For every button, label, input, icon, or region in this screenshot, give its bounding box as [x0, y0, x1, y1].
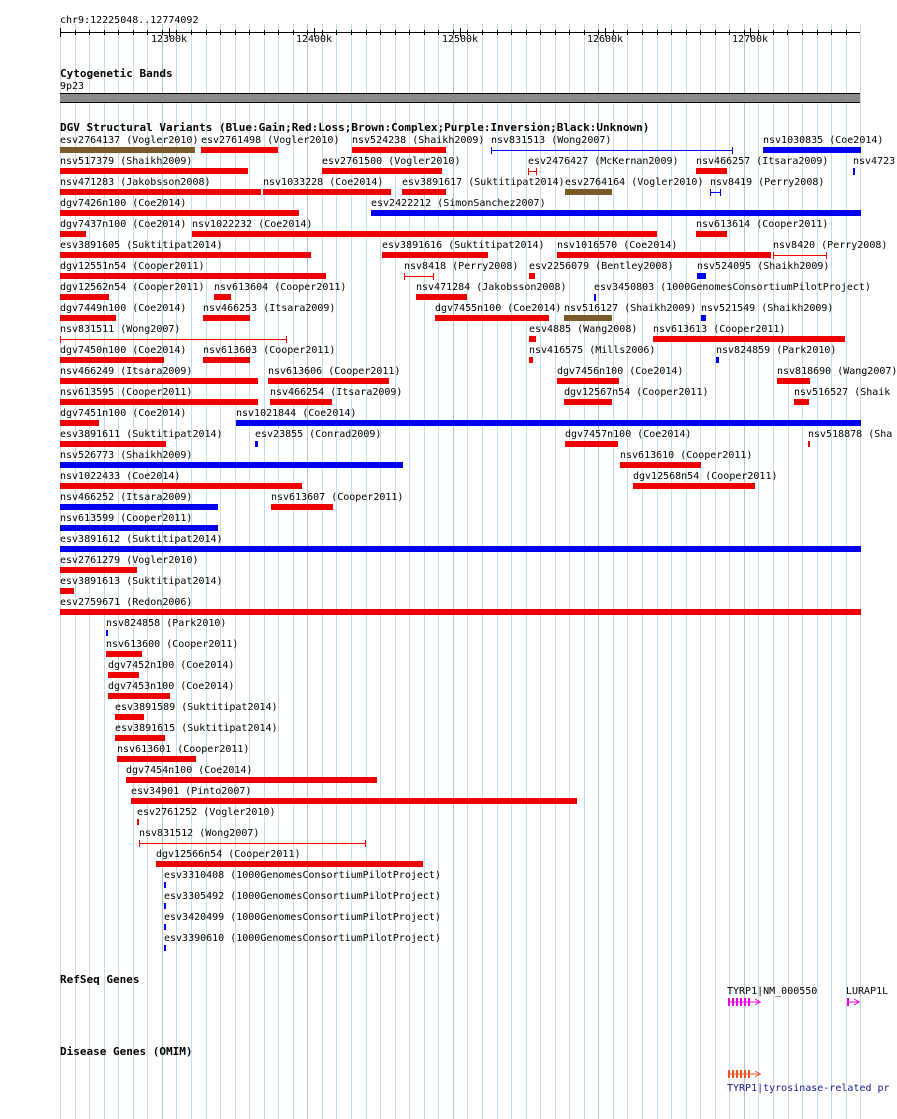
variant-bar[interactable] — [60, 567, 137, 573]
variant-bar[interactable] — [60, 189, 261, 195]
variant-label[interactable]: nsv8418 (Perry2008) — [404, 261, 519, 272]
variant-bar[interactable] — [491, 150, 733, 151]
variant-label[interactable]: dgv7455n100 (Coe2014) — [435, 303, 562, 314]
variant-bar[interactable] — [696, 168, 727, 174]
variant-label[interactable]: nsv1030835 (Coe2014) — [763, 135, 884, 146]
variant-bar[interactable] — [60, 315, 116, 321]
variant-label[interactable]: nsv613613 (Cooper2011) — [653, 324, 786, 335]
ruler-minor-tick — [555, 30, 556, 35]
variant-bar[interactable] — [108, 693, 170, 699]
variant-bar[interactable] — [696, 231, 727, 237]
ruler-minor-tick — [351, 30, 352, 35]
variant-label[interactable]: nsv466253 (Itsara2009) — [203, 303, 336, 314]
variant-bar[interactable] — [203, 315, 250, 321]
variant-label[interactable]: nsv471284 (Jakobsson2008) — [416, 282, 567, 293]
variant-label[interactable]: nsv818690 (Wang2007) — [777, 366, 897, 377]
variant-label[interactable]: esv3305492 (1000GenomesConsortiumPilotProject) — [164, 891, 441, 902]
ruler-minor-tick — [235, 30, 236, 35]
variant-label[interactable]: nsv416575 (Mills2006) — [529, 345, 656, 356]
variant-end-tick — [595, 294, 596, 301]
gridline — [831, 24, 832, 1119]
ruler-minor-tick — [424, 30, 425, 35]
variant-end-tick — [433, 273, 434, 280]
variant-bar[interactable] — [192, 231, 657, 237]
gridline — [642, 24, 643, 1119]
location-label: chr9:12225048..12774092 — [60, 15, 199, 26]
gridline — [540, 24, 541, 1119]
cytoband-bar[interactable] — [60, 93, 860, 103]
variant-bar[interactable] — [164, 882, 166, 888]
gridline — [671, 24, 672, 1119]
variant-bar[interactable] — [108, 672, 139, 678]
variant-bar[interactable] — [777, 378, 810, 384]
ruler-minor-tick — [75, 30, 76, 35]
variant-label[interactable]: nsv613600 (Cooper2011) — [106, 639, 239, 650]
variant-label[interactable]: esv3420499 (1000GenomesConsortiumPilotProject) — [164, 912, 441, 923]
ruler-minor-tick — [657, 30, 658, 35]
variant-bar[interactable] — [60, 483, 302, 489]
variant-label[interactable]: nsv1021844 (Coe2014) — [236, 408, 357, 419]
gridline — [802, 24, 803, 1119]
variant-label[interactable]: nsv831511 (Wong2007) — [60, 324, 181, 335]
ruler-minor-tick — [133, 30, 134, 35]
variant-end-tick — [60, 336, 61, 343]
gene-model-icon — [846, 997, 862, 1007]
variant-bar[interactable] — [60, 462, 403, 468]
variant-label[interactable]: nsv8420 (Perry2008) — [773, 240, 888, 251]
ruler-minor-tick — [686, 30, 687, 35]
refseq-gene-lurap1l-glyph[interactable] — [846, 997, 862, 1010]
variant-label[interactable]: dgv7450n100 (Coe2014) — [60, 345, 187, 356]
variant-label[interactable]: esv3891616 (Suktitipat2014) — [382, 240, 545, 251]
variant-label[interactable]: nsv613604 (Cooper2011) — [214, 282, 347, 293]
variant-bar[interactable] — [203, 357, 250, 363]
variant-label[interactable]: esv2761500 (Vogler2010) — [322, 156, 461, 167]
variant-bar[interactable] — [268, 378, 389, 384]
variant-label[interactable]: nsv613603 (Cooper2011) — [203, 345, 336, 356]
variant-bar[interactable] — [633, 483, 755, 489]
gridline — [700, 24, 701, 1119]
variant-end-tick — [536, 168, 537, 175]
ruler-minor-tick — [642, 30, 643, 35]
variant-label[interactable]: nsv613601 (Cooper2011) — [117, 744, 250, 755]
variant-end-tick — [404, 273, 405, 280]
gridline — [744, 24, 745, 1119]
cytoband-name: 9p23 — [60, 81, 85, 92]
variant-bar[interactable] — [139, 843, 366, 844]
variant-bar[interactable] — [106, 630, 108, 636]
gridline — [758, 24, 759, 1119]
variant-bar[interactable] — [60, 609, 861, 615]
ruler-tick-label: 12600k — [586, 34, 624, 45]
ruler-minor-tick — [627, 30, 628, 35]
ruler-minor-tick — [846, 30, 847, 35]
ruler-minor-tick — [409, 30, 410, 35]
variant-label[interactable]: nsv516127 (Shaikh2009) — [564, 303, 697, 314]
variant-bar[interactable] — [701, 315, 706, 321]
ruler-minor-tick — [511, 30, 512, 35]
gridline — [526, 24, 527, 1119]
variant-label[interactable]: nsv466249 (Itsara2009) — [60, 366, 193, 377]
variant-label[interactable]: nsv1022232 (Coe2014) — [192, 219, 313, 230]
variant-bar[interactable] — [164, 945, 166, 951]
variant-end-tick — [773, 252, 774, 259]
variant-bar[interactable] — [60, 357, 164, 363]
variant-end-tick — [286, 336, 287, 343]
ruler-minor-tick — [817, 30, 818, 35]
variant-bar[interactable] — [106, 651, 142, 657]
variant-label[interactable]: nsv613614 (Cooper2011) — [696, 219, 829, 230]
variant-label[interactable]: esv23855 (Conrad2009) — [255, 429, 382, 440]
variant-label[interactable]: nsv1016570 (Coe2014) — [557, 240, 678, 251]
ruler-minor-tick — [569, 30, 570, 35]
variant-label[interactable]: nsv471283 (Jakobsson2008) — [60, 177, 211, 188]
gridline — [627, 24, 628, 1119]
refseq-gene-lurap1l-label[interactable]: LURAP1L — [846, 986, 889, 997]
ruler-minor-tick — [802, 30, 803, 35]
variant-end-tick — [732, 147, 733, 154]
variant-label[interactable]: esv2476427 (McKernan2009) — [528, 156, 679, 167]
gridline — [497, 24, 498, 1119]
gridline — [453, 24, 454, 1119]
variant-bar[interactable] — [117, 756, 196, 762]
variant-label[interactable]: dgv7437n100 (Coe2014) — [60, 219, 187, 230]
variant-label[interactable]: nsv4723 — [853, 156, 896, 167]
variant-label[interactable]: nsv517379 (Shaikh2009) — [60, 156, 193, 167]
ruler-minor-tick — [482, 30, 483, 35]
variant-label[interactable]: dgv12562n54 (Cooper2011) — [60, 282, 205, 293]
gridline — [729, 24, 730, 1119]
variant-end-tick — [826, 252, 827, 259]
variant-bar[interactable] — [137, 819, 139, 825]
variant-label[interactable]: esv2422212 (SimonSanchez2007) — [371, 198, 546, 209]
variant-label[interactable]: nsv831513 (Wong2007) — [491, 135, 612, 146]
variant-end-tick — [491, 147, 492, 154]
variant-label[interactable]: dgv7449n100 (Coe2014) — [60, 303, 187, 314]
gridline — [860, 24, 861, 1119]
variant-label[interactable]: dgv12568n54 (Cooper2011) — [633, 471, 778, 482]
gridline — [773, 24, 774, 1119]
variant-label[interactable]: esv3310408 (1000GenomesConsortiumPilotProject) — [164, 870, 441, 881]
variant-bar[interactable] — [164, 903, 166, 909]
variant-label[interactable]: nsv613595 (Cooper2011) — [60, 387, 193, 398]
ruler-minor-tick — [729, 30, 730, 35]
variant-label[interactable]: esv3891617 (Suktitipat2014) — [402, 177, 565, 188]
gridline — [511, 24, 512, 1119]
variant-end-tick — [365, 840, 366, 847]
ruler-minor-tick — [278, 30, 279, 35]
variant-end-tick — [528, 168, 529, 175]
variant-label[interactable]: dgv7453n100 (Coe2014) — [108, 681, 235, 692]
ruler-minor-tick — [249, 30, 250, 35]
variant-label[interactable]: dgv7451n100 (Coe2014) — [60, 408, 187, 419]
ruler-minor-tick — [438, 30, 439, 35]
variant-label[interactable]: nsv466252 (Itsara2009) — [60, 492, 193, 503]
variant-bar[interactable] — [557, 378, 619, 384]
ruler-tick-label: 12400k — [295, 34, 333, 45]
variant-bar[interactable] — [653, 336, 845, 342]
variant-bar[interactable] — [60, 294, 109, 300]
ruler-minor-tick — [264, 30, 265, 35]
variant-label[interactable]: esv3891589 (Suktitipat2014) — [115, 702, 278, 713]
ruler-minor-tick — [540, 30, 541, 35]
variant-label[interactable]: dgv12566n54 (Cooper2011) — [156, 849, 301, 860]
ruler-minor-tick — [787, 30, 788, 35]
omim-title: Disease Genes (OMIM) — [60, 1045, 193, 1058]
variant-label[interactable]: dgv7456n100 (Coe2014) — [557, 366, 684, 377]
variant-bar[interactable] — [60, 546, 861, 552]
variant-label[interactable]: esv3390610 (1000GenomesConsortiumPilotProject) — [164, 933, 441, 944]
gridline — [395, 24, 396, 1119]
variant-bar[interactable] — [529, 357, 533, 363]
variant-label[interactable]: esv3891615 (Suktitipat2014) — [115, 723, 278, 734]
variant-label[interactable]: nsv831512 (Wong2007) — [139, 828, 260, 839]
variant-bar[interactable] — [126, 777, 377, 783]
gridline — [482, 24, 483, 1119]
variant-bar[interactable] — [557, 252, 771, 258]
variant-label[interactable]: esv4885 (Wang2008) — [529, 324, 638, 335]
ruler-tick-label: 12300k — [150, 34, 188, 45]
cytoband-title: Cytogenetic Bands — [60, 67, 173, 80]
variant-bar[interactable] — [60, 588, 74, 594]
ruler-tick-label: 12700k — [731, 34, 769, 45]
ruler-minor-tick — [395, 30, 396, 35]
variant-label[interactable]: nsv1033228 (Coe2014) — [263, 177, 384, 188]
variant-bar[interactable] — [564, 315, 612, 321]
gridline — [555, 24, 556, 1119]
variant-label[interactable]: esv2764137 (Vogler2010) — [60, 135, 199, 146]
variant-label[interactable]: esv2256079 (Bentley2008) — [529, 261, 674, 272]
variant-bar[interactable] — [371, 210, 861, 216]
variant-bar[interactable] — [164, 924, 166, 930]
gridline — [715, 24, 716, 1119]
ruler-minor-tick — [89, 30, 90, 35]
gene-model-icon — [727, 1069, 763, 1079]
variant-bar[interactable] — [263, 189, 391, 195]
ruler-minor-tick — [671, 30, 672, 35]
ruler-minor-tick — [715, 30, 716, 35]
variant-label[interactable]: nsv824858 (Park2010) — [106, 618, 227, 629]
variant-bar[interactable] — [402, 189, 446, 195]
variant-label[interactable]: nsv526773 (Shaikh2009) — [60, 450, 193, 461]
variant-label[interactable]: dgv12551n54 (Cooper2011) — [60, 261, 205, 272]
variant-label[interactable]: dgv7426n100 (Coe2014) — [60, 198, 187, 209]
variant-bar[interactable] — [435, 315, 549, 321]
variant-label[interactable]: esv2764164 (Vogler2010) — [565, 177, 704, 188]
variant-label[interactable]: esv3891613 (Suktitipat2014) — [60, 576, 223, 587]
variant-bar[interactable] — [763, 147, 861, 153]
variant-bar[interactable] — [60, 525, 218, 531]
variant-label[interactable]: nsv613606 (Cooper2011) — [268, 366, 401, 377]
variant-end-tick — [720, 189, 721, 196]
variant-bar[interactable] — [620, 462, 701, 468]
variant-bar[interactable] — [716, 357, 719, 363]
variant-end-tick — [710, 189, 711, 196]
variant-bar[interactable] — [697, 273, 706, 279]
ruler-minor-tick — [700, 30, 701, 35]
gridline — [467, 24, 468, 1119]
ruler-minor-tick — [380, 30, 381, 35]
ruler-minor-tick — [773, 30, 774, 35]
ruler-minor-tick — [366, 30, 367, 35]
variant-label[interactable]: nsv1022433 (Coe2014) — [60, 471, 181, 482]
ruler-minor-tick — [191, 30, 192, 35]
variant-label[interactable]: nsv466254 (Itsara2009) — [270, 387, 403, 398]
ruler-minor-tick — [147, 30, 148, 35]
gridline — [613, 24, 614, 1119]
variant-label[interactable]: esv3891611 (Suktitipat2014) — [60, 429, 223, 440]
variant-bar[interactable] — [529, 273, 535, 279]
variant-bar[interactable] — [60, 147, 195, 153]
variant-bar[interactable] — [564, 399, 612, 405]
variant-label[interactable]: nsv613607 (Cooper2011) — [271, 492, 404, 503]
variant-bar[interactable] — [115, 714, 144, 720]
variant-label[interactable]: dgv12567n54 (Cooper2011) — [564, 387, 709, 398]
gridline — [846, 24, 847, 1119]
variant-bar[interactable] — [565, 441, 618, 447]
variant-bar[interactable] — [60, 273, 326, 279]
variant-bar[interactable] — [322, 168, 442, 174]
ruler-minor-tick — [293, 30, 294, 35]
variant-label[interactable]: esv3450803 (1000GenomesConsortiumPilotProject) — [594, 282, 871, 293]
ruler-minor-tick — [336, 30, 337, 35]
ruler-minor-tick — [526, 30, 527, 35]
variant-bar[interactable] — [270, 399, 332, 405]
variant-bar[interactable] — [236, 420, 861, 426]
variant-label[interactable]: nsv8419 (Perry2008) — [710, 177, 825, 188]
variant-label[interactable]: nsv524095 (Shaikh2009) — [697, 261, 830, 272]
variant-bar[interactable] — [808, 441, 810, 447]
variant-bar[interactable] — [404, 276, 434, 277]
variant-bar[interactable] — [271, 504, 333, 510]
variant-bar[interactable] — [60, 420, 99, 426]
variant-label[interactable]: dgv7452n100 (Coe2014) — [108, 660, 235, 671]
variant-bar[interactable] — [352, 147, 446, 153]
variant-label[interactable]: nsv824859 (Park2010) — [716, 345, 837, 356]
variant-label[interactable]: esv3891612 (Suktitipat2014) — [60, 534, 223, 545]
variant-bar[interactable] — [214, 294, 231, 300]
variant-end-tick — [139, 840, 140, 847]
dgv-title: DGV Structural Variants (Blue:Gain;Red:Loss;Brown:Complex;Purple:Inversion;Black:Unknown) — [60, 121, 650, 134]
variant-label[interactable]: nsv613599 (Cooper2011) — [60, 513, 193, 524]
gridline — [817, 24, 818, 1119]
variant-bar[interactable] — [60, 339, 287, 340]
variant-label[interactable]: esv34901 (Pinto2007) — [131, 786, 252, 797]
refseq-gene-tyrp1-glyph[interactable] — [727, 997, 763, 1010]
ruler-minor-tick — [584, 30, 585, 35]
ruler-minor-tick — [60, 30, 61, 35]
ruler-minor-tick — [118, 30, 119, 35]
variant-bar[interactable] — [60, 168, 248, 174]
variant-bar[interactable] — [794, 399, 809, 405]
refseq-title: RefSeq Genes — [60, 973, 140, 986]
refseq-gene-tyrp1-label[interactable]: TYRP1|NM_000550 — [727, 986, 818, 997]
omim-gene-tyrp1-label[interactable]: TYRP1|tyrosinase-related pr — [727, 1083, 890, 1094]
variant-label[interactable]: nsv518878 (Sha — [808, 429, 893, 440]
variant-bar[interactable] — [416, 294, 467, 300]
variant-label[interactable]: esv3891605 (Suktitipat2014) — [60, 240, 223, 251]
gridline — [788, 24, 789, 1119]
ruler-minor-tick — [220, 30, 221, 35]
variant-label[interactable]: dgv7457n100 (Coe2014) — [565, 429, 692, 440]
variant-bar[interactable] — [773, 255, 827, 256]
variant-label[interactable]: esv2761498 (Vogler2010) — [201, 135, 340, 146]
variant-bar[interactable] — [565, 189, 612, 195]
variant-bar[interactable] — [60, 252, 311, 258]
gridline — [657, 24, 658, 1119]
variant-label[interactable]: nsv524238 (Shaikh2009) — [352, 135, 485, 146]
gene-model-icon — [727, 997, 763, 1007]
variant-bar[interactable] — [60, 231, 86, 237]
variant-label[interactable]: nsv466257 (Itsara2009) — [696, 156, 829, 167]
variant-bar[interactable] — [529, 336, 536, 342]
ruler-minor-tick — [206, 30, 207, 35]
ruler-tick-label: 12500k — [441, 34, 479, 45]
variant-bar[interactable] — [60, 399, 258, 405]
ruler-minor-tick — [497, 30, 498, 35]
omim-gene-tyrp1-glyph[interactable] — [727, 1069, 763, 1082]
variant-label[interactable]: nsv613610 (Cooper2011) — [620, 450, 753, 461]
variant-label[interactable]: dgv7454n100 (Coe2014) — [126, 765, 253, 776]
variant-label[interactable]: esv2761279 (Vogler2010) — [60, 555, 199, 566]
ruler-minor-tick — [104, 30, 105, 35]
variant-bar[interactable] — [60, 504, 218, 510]
gridline — [686, 24, 687, 1119]
variant-bar[interactable] — [255, 441, 258, 447]
variant-label[interactable]: nsv516527 (Shaik — [794, 387, 891, 398]
variant-bar[interactable] — [60, 441, 166, 447]
variant-bar[interactable] — [115, 735, 165, 741]
variant-end-tick — [854, 168, 855, 175]
variant-bar[interactable] — [131, 798, 577, 804]
variant-bar[interactable] — [60, 378, 258, 384]
variant-bar[interactable] — [382, 252, 488, 258]
ruler-minor-tick — [831, 30, 832, 35]
variant-label[interactable]: esv2759671 (Redon2006) — [60, 597, 193, 608]
variant-label[interactable]: nsv521549 (Shaikh2009) — [701, 303, 834, 314]
variant-label[interactable]: esv2761252 (Vogler2010) — [137, 807, 276, 818]
variant-bar[interactable] — [156, 861, 423, 867]
variant-bar[interactable] — [60, 210, 299, 216]
variant-bar[interactable] — [201, 147, 278, 153]
